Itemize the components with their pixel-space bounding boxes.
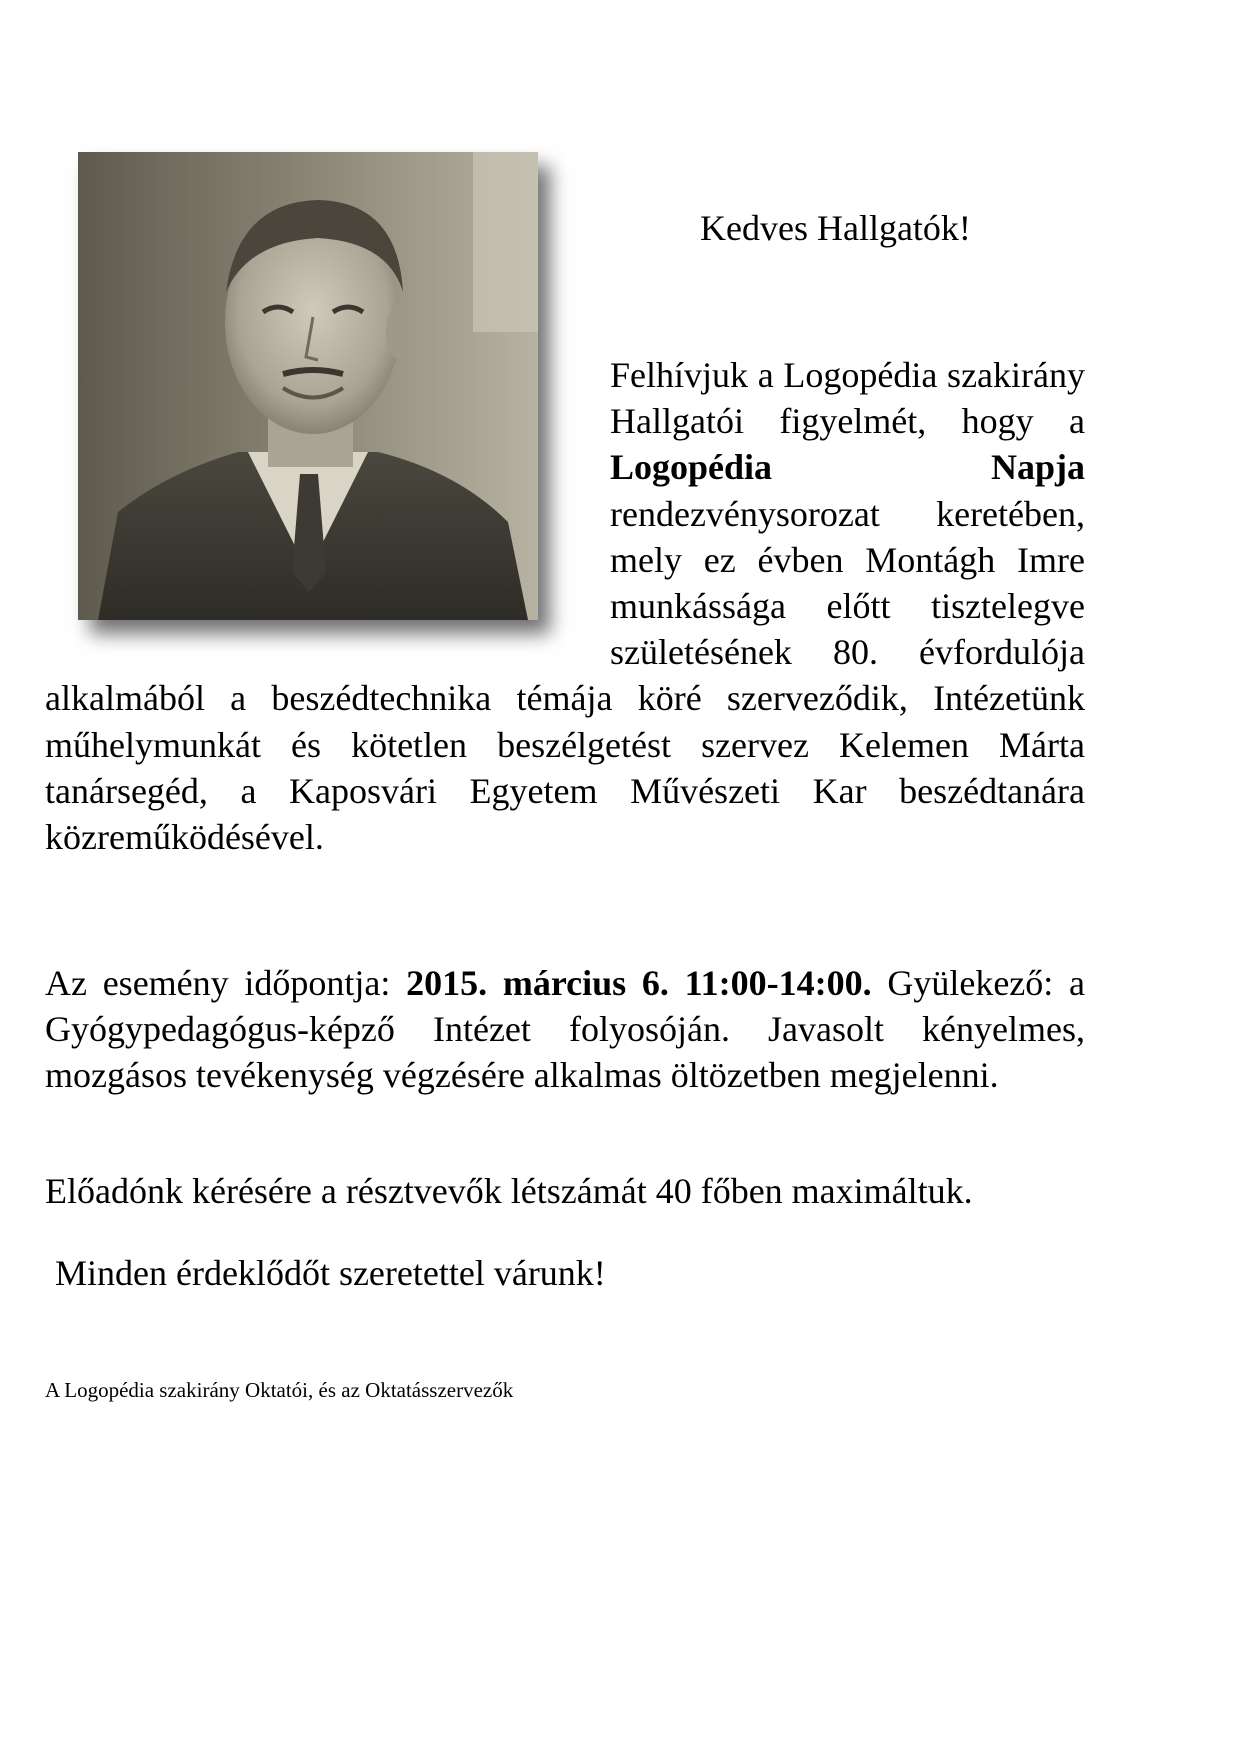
signature: A Logopédia szakirány Oktatói, és az Oktatásszervezők <box>45 1378 514 1402</box>
event-datetime: 2015. március 6. 11:00-14:00. <box>406 963 872 1003</box>
intro-text-part2: rendezvénysorozat keretében, mely ez évben Montágh Imre munkássága előtt tisztelegve születésének 80. évfordulója alkalmából a beszédtechnika témája köré szerveződik, Intézetünk műhelymunkát és kötetlen beszélgetést szervez Kelemen Márta tanársegéd, a Kaposvári Egyetem Művészeti Kar beszédtanára közreműködésével. <box>45 493 1085 858</box>
welcome-text: Minden érdeklődőt szeretettel várunk! <box>55 1253 606 1293</box>
photo-text-wrap-spacer <box>45 352 610 674</box>
greeting-heading: Kedves Hallgatók! <box>700 208 971 248</box>
event-label: Az esemény időpontja: <box>45 963 407 1003</box>
participant-limit: Előadónk kérésére a résztvevők létszámát 40 főben maximáltuk. <box>45 1171 973 1211</box>
intro-paragraph <box>45 352 1085 860</box>
intro-text-part1: Felhívjuk a Logopédia szakirány Hallgatói figyelmét, hogy a <box>610 355 1085 442</box>
event-paragraph <box>45 960 1085 1098</box>
event-name: Logopédia Napja <box>610 447 1085 488</box>
event-details: Gyülekező: a Gyógypedagógus-képző Intézet folyosóján. Javasolt kényelmes, mozgásos tevékenység végzésére alkalmas öltözetben megjelenni. <box>45 963 1085 1095</box>
